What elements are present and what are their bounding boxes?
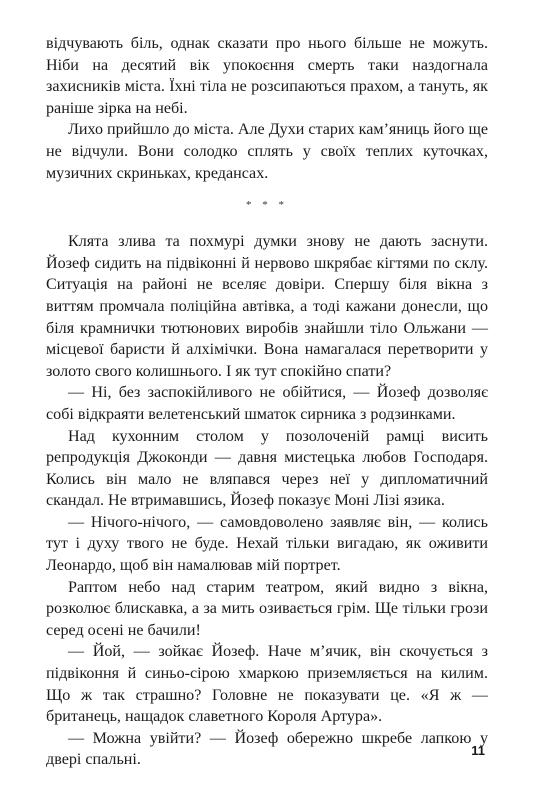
paragraph: Лихо прийшло до міста. Але Духи старих кам’яниць його ще не відчули. Вони солодко сплять у своїх теплих куточках, музичних скриньках, кредансах. (46, 121, 488, 182)
paragraph: Над кухонним столом у позолоченій рамці висить репродукція Джоконди — давня мистецька любов Господаря. Колись він мало не вляпався через неї у дипломатичний скандал. Не втримавшись, Йозеф показує Моні Лізі язика. (46, 427, 488, 510)
paragraph: відчувають біль, однак сказати про нього більше не можуть. Ніби на десятий вік упокоєння смерть таки наздогнала захисників міста. Їхні тіла не розсипаються прахом, а тануть, як раніше зірка на небі. (46, 35, 488, 117)
paragraph: — Ні, без заспокійливого не обійтися, — Йозеф дозволяє собі відкраяти велетенський шматок сирника з родзинками. (46, 384, 488, 423)
paragraph: Раптом небо над старим театром, який видно з вікна, розколює блискавка, а за мить озивається грім. Ще тільки грози серед осені не бачили! (46, 578, 488, 639)
paragraph: Клята злива та похмурі думки знову не дають заснути. Йозеф сидить на підвіконні й нервово шкрябає кігтями по склу. Ситуація на районі не вселяє довіри. Спершу біля вікна з виттям промчала поліційна автівка, а тоді кажани донесли, що біля крамнички тютюнових виробів знайшли тіло Ольжани — місцевої баристи й алхімічки. Вона намагалася перетворити у золото свого колишнього. І як тут спокійно спати? (46, 233, 488, 380)
paragraph: — Можна увійти? — Йозеф обережно шкребе лапкою у двері спальні. (46, 729, 488, 769)
page-body (46, 33, 488, 771)
section-separator: * * * (246, 199, 288, 212)
paragraph: — Нічого-нічого, — самовдоволено заявляє він, — колись тут і духу твого не буде. Нехай тільки вигадаю, як оживити Леонардо, щоб він намалював мій портрет. (46, 513, 488, 575)
page-number: 11 (471, 743, 485, 758)
paragraph: — Йой, — зойкає Йозеф. Наче м’ячик, він скочується з підвіконня й синьо-сірою хмаркою приземляється на килим. Що ж так страшно? Головне не показувати це. «Я ж — британець, нащадок славетного Короля Артура». (46, 643, 488, 726)
